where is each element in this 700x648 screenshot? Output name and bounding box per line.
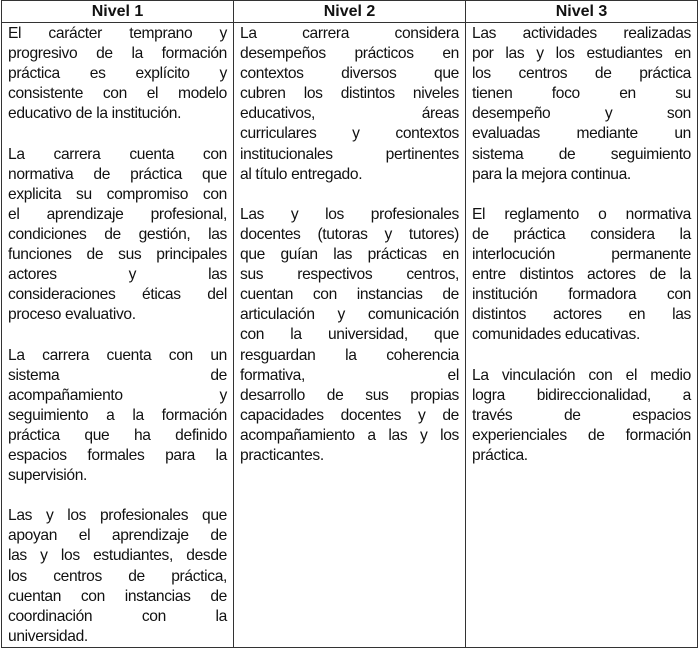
text-line: practicantes. [240,446,324,464]
text-line: institución formadora con [472,286,691,304]
cell-nivel-3 [466,23,698,648]
text-line: educativos, áreas [240,105,459,123]
text-line: sistema de seguimiento [472,145,691,163]
text-line: logra bidireccionalidad, a [472,386,691,404]
text-line: docentes (tutoras y tutores) [240,225,459,243]
text-line: contextos diversos que [240,65,459,83]
text-line: explicita su compromiso con [8,185,227,203]
text-line: cubren los distintos niveles [240,85,459,103]
text-line: La carrera considera [240,25,459,42]
text-line: cuentan con instancias de [8,587,227,605]
paragraph-spacer [8,486,227,506]
text-line: seguimiento a la formación [8,406,227,424]
paragraph [472,366,691,466]
text-line: cuentan con instancias de [240,286,459,304]
text-line: por las y los estudiantes en [472,45,691,63]
text-line: sistema de [8,366,227,384]
text-line: articulación y comunicación [240,306,459,324]
text-line: través de espacios [472,406,691,424]
text-line: acompañamiento y [8,386,227,404]
text-line: capacidades docentes y de [240,406,459,424]
header-nivel-3: Nivel 3 [466,1,698,23]
paragraph-spacer [240,185,459,205]
text-line: El reglamento o normativa [472,205,691,223]
text-line: de práctica considera la [472,225,691,243]
text-line: consistente con el modelo [8,85,227,103]
paragraph-spacer [472,185,691,205]
text-line: práctica que ha definido [8,426,227,444]
text-line: universidad. [8,627,88,645]
text-line: los centros de práctica, [8,567,227,585]
text-line: experienciales de formación [472,426,691,444]
text-line: actores y las [8,266,227,284]
text-line: desempeños prácticos en [240,45,459,63]
text-line: distintos actores en las [472,306,691,324]
text-line: las y los estudiantes, desde [8,547,227,565]
text-line: educativo de la institución. [8,105,182,123]
text-line: al título entregado. [240,165,363,183]
paragraph [472,24,691,185]
text-line: desarrollo de sus propias [240,386,459,404]
text-line: proceso evaluativo. [8,306,136,324]
text-line: supervisión. [8,467,88,485]
text-line: entre distintos actores de la [472,266,691,284]
text-line: práctica. [472,446,528,464]
text-line: para la mejora continua. [472,165,631,183]
text-line: desempeño y son [472,105,691,123]
text-line: institucionales pertinentes [240,145,459,163]
text-line: funciones de sus principales [8,246,227,264]
text-line: tienen foco en su [472,85,691,103]
text-line: La carrera cuenta con un [8,346,227,364]
text-line: progresivo de la formación [8,45,227,63]
text-line: que guían las prácticas en [240,246,459,264]
text-line: Las y los profesionales que [8,507,227,525]
paragraph-spacer [8,124,227,144]
text-line: interlocución permanente [472,246,691,264]
text-line: coordinación con la [8,607,227,625]
paragraph [472,205,691,346]
paragraph-spacer [8,325,227,345]
cell-nivel-1 [2,23,234,648]
paragraph [8,506,227,647]
text-line: apoyan el aprendizaje de [8,527,227,545]
levels-table [1,0,698,648]
text-line: Las actividades realizadas [472,25,691,42]
header-row [2,1,698,23]
text-line: consideraciones éticas del [8,286,227,304]
paragraph [8,145,227,326]
text-line: normativa de práctica que [8,165,227,183]
text-line: el aprendizaje profesional, [8,205,227,223]
paragraph [240,24,459,185]
text-line: resguardan la coherencia [240,346,459,364]
text-line: La carrera cuenta con [8,145,227,163]
header-nivel-2: Nivel 2 [234,1,466,23]
paragraph [8,24,227,124]
text-line: curriculares y contextos [240,125,459,143]
text-line: comunidades educativas. [472,326,640,344]
paragraph-spacer [472,346,691,366]
text-line: espacios formales para la [8,446,227,464]
text-line: acompañamiento a las y los [240,426,459,444]
text-line: formativa, el [240,366,459,384]
paragraph [240,205,459,466]
header-nivel-1: Nivel 1 [2,1,234,23]
paragraph [8,346,227,487]
cell-nivel-2 [234,23,466,648]
text-line: sus respectivos centros, [240,266,459,284]
text-line: con la universidad, que [240,326,459,344]
text-line: Las y los profesionales [240,205,459,223]
text-line: evaluadas mediante un [472,125,691,143]
text-line: los centros de práctica [472,65,691,83]
text-line: práctica es explícito y [8,65,227,83]
text-line: El carácter temprano y [8,25,227,42]
text-line: condiciones de gestión, las [8,225,227,243]
text-line: La vinculación con el medio [472,366,691,384]
content-row [2,23,698,648]
